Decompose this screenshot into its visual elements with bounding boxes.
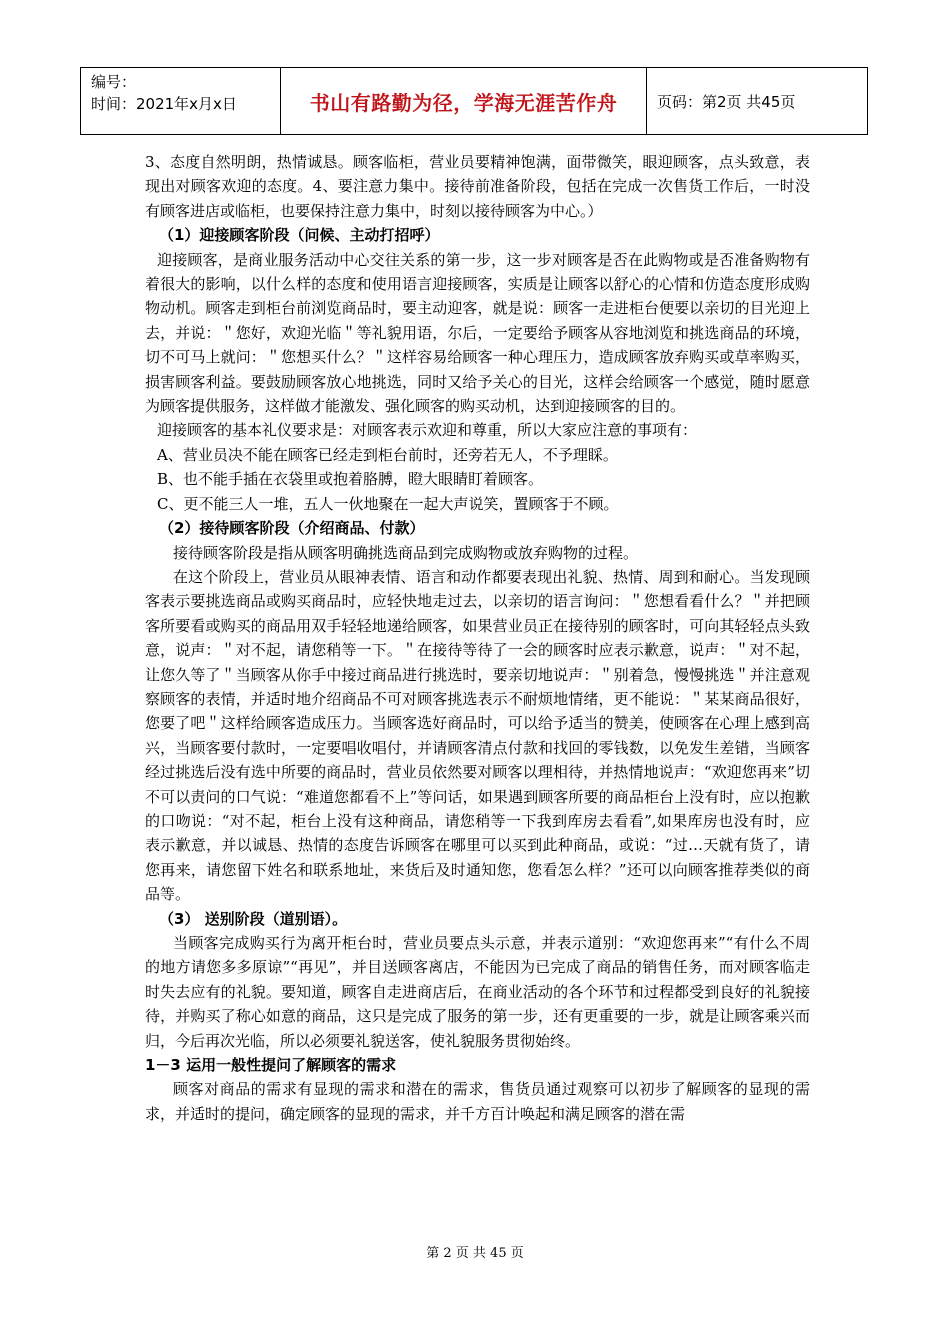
page-footer: 第 2 页 共 45 页 [426, 1246, 524, 1261]
header-meta [81, 68, 281, 134]
paragraph: 迎接顾客，是商业服务活动中心交往关系的第一步，这一步对顾客是否在此购物或是否准备购物有着很大的影响，以什么样的态度和使用语言迎接顾客，实质是让顾客以舒心的心情和仿造态度形成购物动机。顾客走到柜台前浏览商品时，要主动迎客，就是说：顾客一走进柜台便要以亲切的目光迎上去，并说：＂您好，欢迎光临＂等礼貌用语，尔后，一定要给予顾客从容地浏览和挑选商品的环境，切不可马上就问：＂您想买什么？＂这样容易给顾客一种心理压力，造成顾客放弃购买或草率购买，损害顾客利益。要鼓励顾客放心地挑选，同时又给予关心的目光，这样会给顾客一个感觉，随时愿意为顾客提供服务，这样做才能激发、强化顾客的购买动机，达到迎接顾客的目的。 [145, 250, 810, 416]
paragraph: 3、态度自然明朗，热情诚恳。顾客临柜，营业员要精神饱满，面带微笑，眼迎顾客，点头致意，表现出对顾客欢迎的态度。4、要注意力集中。接待前准备阶段，包括在完成一次售货工作后，一时没有顾客进店或临柜，也要保持注意力集中，时刻以接待顾客为中心。） [145, 153, 810, 220]
paragraph: 当顾客完成购买行为离开柜台时，营业员要点头示意，并表示道别：“欢迎您再来”“有什么不周的地方请您多多原谅”“再见”，并目送顾客离店，不能因为已完成了商品的销售任务，而对顾客临走时失去应有的礼貌。要知道，顾客自走进商店后，在商业活动的各个环节和过程都受到良好的礼貌接待，并购买了称心如意的商品，这只是完成了服务的第一步，还有更重要的一步，就是让顾客乘兴而归，今后再次光临，所以必须要礼貌送客，使礼貌服务贯彻始终。 [145, 934, 810, 1050]
paragraph: 在这个阶段上，营业员从眼神表情、语言和动作都要表现出礼貌、热情、周到和耐心。当发现顾客表示要挑选商品或购买商品时，应轻快地走过去，以亲切的语言询问：＂您想看看什么？＂并把顾客所要看或购买的商品用双手轻轻地递给顾客，如果营业员正在接待别的顾客时，可向其轻轻点头致意，说声：＂对不起，请您稍等一下。＂在接待等待了一会的顾客时应表示歉意，说声：＂对不起，让您久等了＂当顾客从你手中接过商品进行挑选时，要亲切地说声：＂别着急，慢慢挑选＂并注意观察顾客的表情，并适时地介绍商品不可对顾客挑选表示不耐烦地情绪，更不能说：＂某某商品很好，您要了吧＂这样给顾客造成压力。当顾客选好商品时，可以给予适当的赞美，使顾客在心理上感到高兴，当顾客要付款时，一定要唱收唱付，并请顾客清点付款和找回的零钱数，以免发生差错，当顾客经过挑选后没有选中所要的商品时，营业员依然要对顾客以理相待，并热情地说声：“欢迎您再来”切不可以责问的口气说：“难道您都看不上”等问话，如果遇到顾客所要的商品柜台上没有时，应以抱歉的口吻说：“对不起，柜台上没有这种商品，请您稍等一下我到库房去看看”,如果库房也没有时，应表示歉意，并以诚恳、热情的态度告诉顾客在哪里可以买到此种商品，或说：“过…天就有货了，请您再来，请您留下姓名和联系地址，来货后及时通知您，您看怎么样？”还可以向顾客推荐类似的商品等。 [145, 567, 810, 904]
document-number-label: 编号： [91, 73, 137, 91]
section-heading: 1－3 运用一般性提问了解顾客的需求 [145, 1056, 397, 1075]
list-item: B、也不能手插在衣袋里或抱着胳膊，瞪大眼睛盯着顾客。 [157, 470, 544, 489]
list-item: C、更不能三人一堆，五人一伙地聚在一起大声说笑，置顾客于不顾。 [157, 494, 619, 513]
section-heading: （3） 送别阶段（道别语）。 [159, 909, 348, 928]
document-body [145, 150, 810, 1126]
header-page-info: 页码：第2页 共45页 [657, 92, 796, 111]
section-heading: （1）迎接顾客阶段（问候、主动打招呼） [159, 226, 440, 245]
document-time-label: 时间：2021年x月x日 [91, 95, 237, 113]
paragraph: 接待顾客阶段是指从顾客明确挑选商品到完成购物或放弃购物的过程。 [173, 543, 639, 562]
list-item: A、营业员决不能在顾客已经走到柜台前时，还旁若无人，不予理睬。 [157, 445, 618, 464]
header-table [80, 67, 868, 135]
header-motto: 书山有路勤为径，学海无涯苦作舟 [281, 68, 647, 134]
paragraph: 迎接顾客的基本礼仪要求是：对顾客表示欢迎和尊重，所以大家应注意的事项有： [157, 421, 698, 440]
paragraph: 顾客对商品的需求有显现的需求和潜在的需求，售货员通过观察可以初步了解顾客的显现的需求，并适时的提问，确定顾客的显现的需求，并千方百计唤起和满足顾客的潜在需 [145, 1080, 810, 1123]
section-heading: （2）接待顾客阶段（介绍商品、付款） [159, 519, 425, 538]
